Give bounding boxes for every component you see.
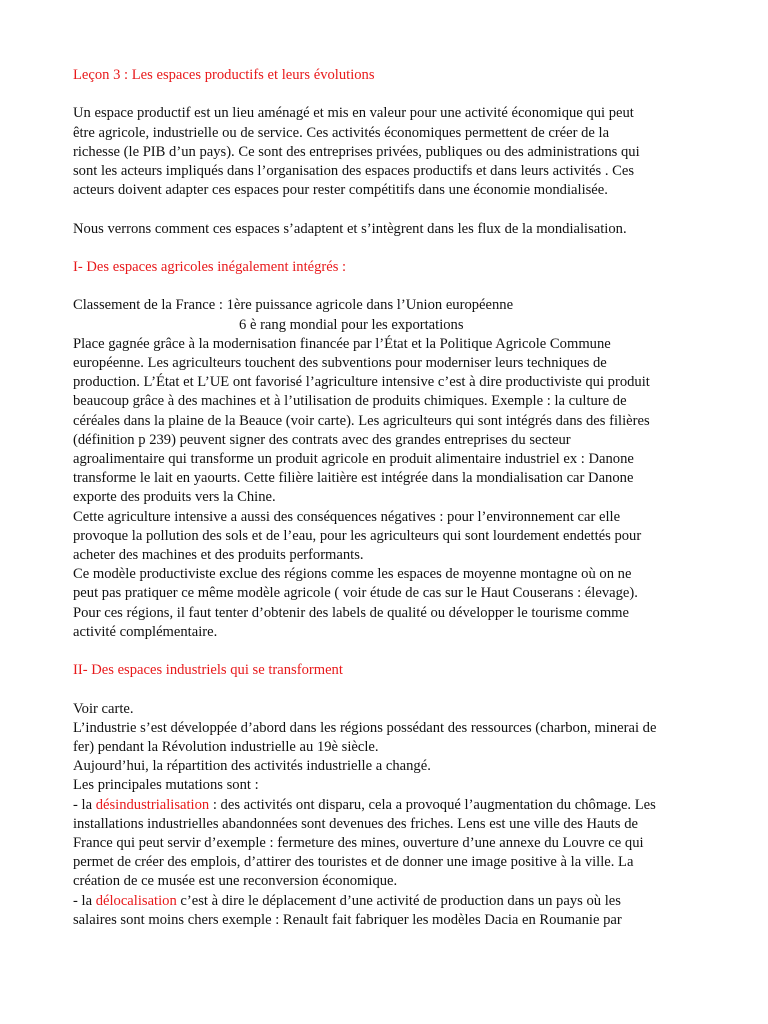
body-line: Aujourd’hui, la répartition des activités industrielle a changé.: [73, 758, 431, 775]
spacer: [73, 680, 700, 699]
intro-line: acteurs doivent adapter ces espaces pour rester compétitifs dans une économie mondialisée.: [73, 182, 608, 199]
body-line: Voir carte.: [73, 700, 134, 717]
lesson-title: Leçon 3 : Les espaces productifs et leurs évolutions: [73, 67, 375, 83]
body-line: céréales dans la plaine de la Beauce (voir carte). Les agriculteurs qui sont intégrés dans des filières: [73, 412, 650, 429]
body-line: fer) pendant la Révolution industrielle au 19è siècle.: [73, 739, 379, 756]
body-line: installations industrielles abandonnées sont devenues des friches. Lens est une ville des Hauts de: [73, 815, 638, 832]
bullet-prefix: - la: [73, 892, 96, 909]
ranking-line: Classement de la France : 1ère puissance agricole dans l’Union européenne: [73, 297, 514, 314]
intro-line: être agricole, industrielle ou de service. Ces activités économiques permettent de créer de la: [73, 124, 610, 141]
section2-heading: II- Des espaces industriels qui se transforment: [73, 662, 343, 679]
intro-line: sont les acteurs impliqués dans l’organisation des espaces productifs et dans leurs activités . Ces: [73, 163, 635, 179]
body-line: Pour ces régions, il faut tenter d’obtenir des labels de qualité ou développer le tourisme comme: [73, 604, 630, 621]
intro-paragraph: [73, 104, 700, 200]
spacer: [73, 642, 700, 661]
body-line: France qui peut servir d’exemple : fermeture des mines, ouverture d’une annexe du Louvre ce qui: [73, 835, 644, 852]
body-line: salaires sont moins chers exemple : Renault fait fabriquer les modèles Dacia en Roumanie par: [73, 911, 622, 928]
line-rest: c’est à dire le déplacement d’une activité de production dans un pays où les: [176, 892, 621, 909]
intro-line: richesse (le PIB d’un pays). Ce sont des entreprises privées, publiques ou des administrations qui: [73, 143, 640, 160]
section2-body: [73, 700, 700, 930]
body-line: (définition p 239) peuvent signer des contrats avec des grandes entreprises du secteur: [73, 431, 571, 448]
spacer: [73, 239, 700, 258]
keyword-desindustrialisation: désindustrialisation: [95, 796, 210, 813]
body-line: européenne. Les agriculteurs touchent des subventions pour moderniser leurs techniques de: [73, 354, 607, 371]
body-line: L’industrie s’est développée d’abord dans les régions possédant des ressources (charbon, minerai de: [73, 719, 657, 736]
body-line: exporte des produits vers la Chine.: [73, 489, 276, 506]
body-line: peut pas pratiquer ce même modèle agricole ( voir étude de cas sur le Haut Couserans : élevage).: [73, 585, 638, 602]
spacer: [73, 277, 700, 296]
body-line: provoque la pollution des sols et de l’eau, pour les agriculteurs qui sont lourdement endettés pour: [73, 527, 642, 544]
intro-line: Un espace productif est un lieu aménagé et mis en valeur pour une activité économique qui peut: [73, 105, 634, 122]
body-line: transforme le lait en yaourts. Cette filière laitière est intégrée dans la mondialisation car Danone: [73, 470, 634, 487]
section1-body: [73, 296, 700, 642]
body-line: Place gagnée grâce à la modernisation financée par l’État et la Politique Agricole Commune: [73, 335, 611, 352]
delocalisation-line: [73, 892, 700, 911]
desindustrialisation-line: [73, 796, 700, 815]
body-line: acheter des machines et des produits performants.: [73, 547, 364, 564]
keyword-delocalisation: délocalisation: [95, 892, 177, 909]
body-line: agroalimentaire qui transforme un produit agricole en produit alimentaire industriel ex : Danone: [73, 451, 634, 467]
spacer: [73, 200, 700, 219]
spacer: [73, 85, 700, 104]
plan-sentence: Nous verrons comment ces espaces s’adaptent et s’intègrent dans les flux de la mondialisation.: [73, 220, 627, 237]
body-line: création de ce musée est une reconversion économique.: [73, 873, 398, 890]
line-rest: : des activités ont disparu, cela a provoqué l’augmentation du chômage. Les: [209, 796, 656, 813]
body-line: permet de créer des emplois, d’attirer des touristes et de donner une image positive à la ville. La: [73, 854, 634, 871]
body-line: production. L’État et L’UE ont favorisé l’agriculture intensive c’est à dire productiviste qui produit: [73, 374, 650, 391]
bullet-prefix: - la: [73, 796, 96, 813]
body-line: beaucoup grâce à des machines et à l’utilisation de produits chimiques. Exemple : la culture de: [73, 393, 627, 410]
ranking-line: 6 è rang mondial pour les exportations: [239, 316, 464, 333]
body-line: Ce modèle productiviste exclue des régions comme les espaces de moyenne montagne où on ne: [73, 566, 632, 583]
body-line: activité complémentaire.: [73, 623, 218, 640]
section1-heading: I- Des espaces agricoles inégalement intégrés :: [73, 258, 347, 275]
body-line: Cette agriculture intensive a aussi des conséquences négatives : pour l’environnement car elle: [73, 508, 621, 525]
body-line: Les principales mutations sont :: [73, 777, 259, 794]
